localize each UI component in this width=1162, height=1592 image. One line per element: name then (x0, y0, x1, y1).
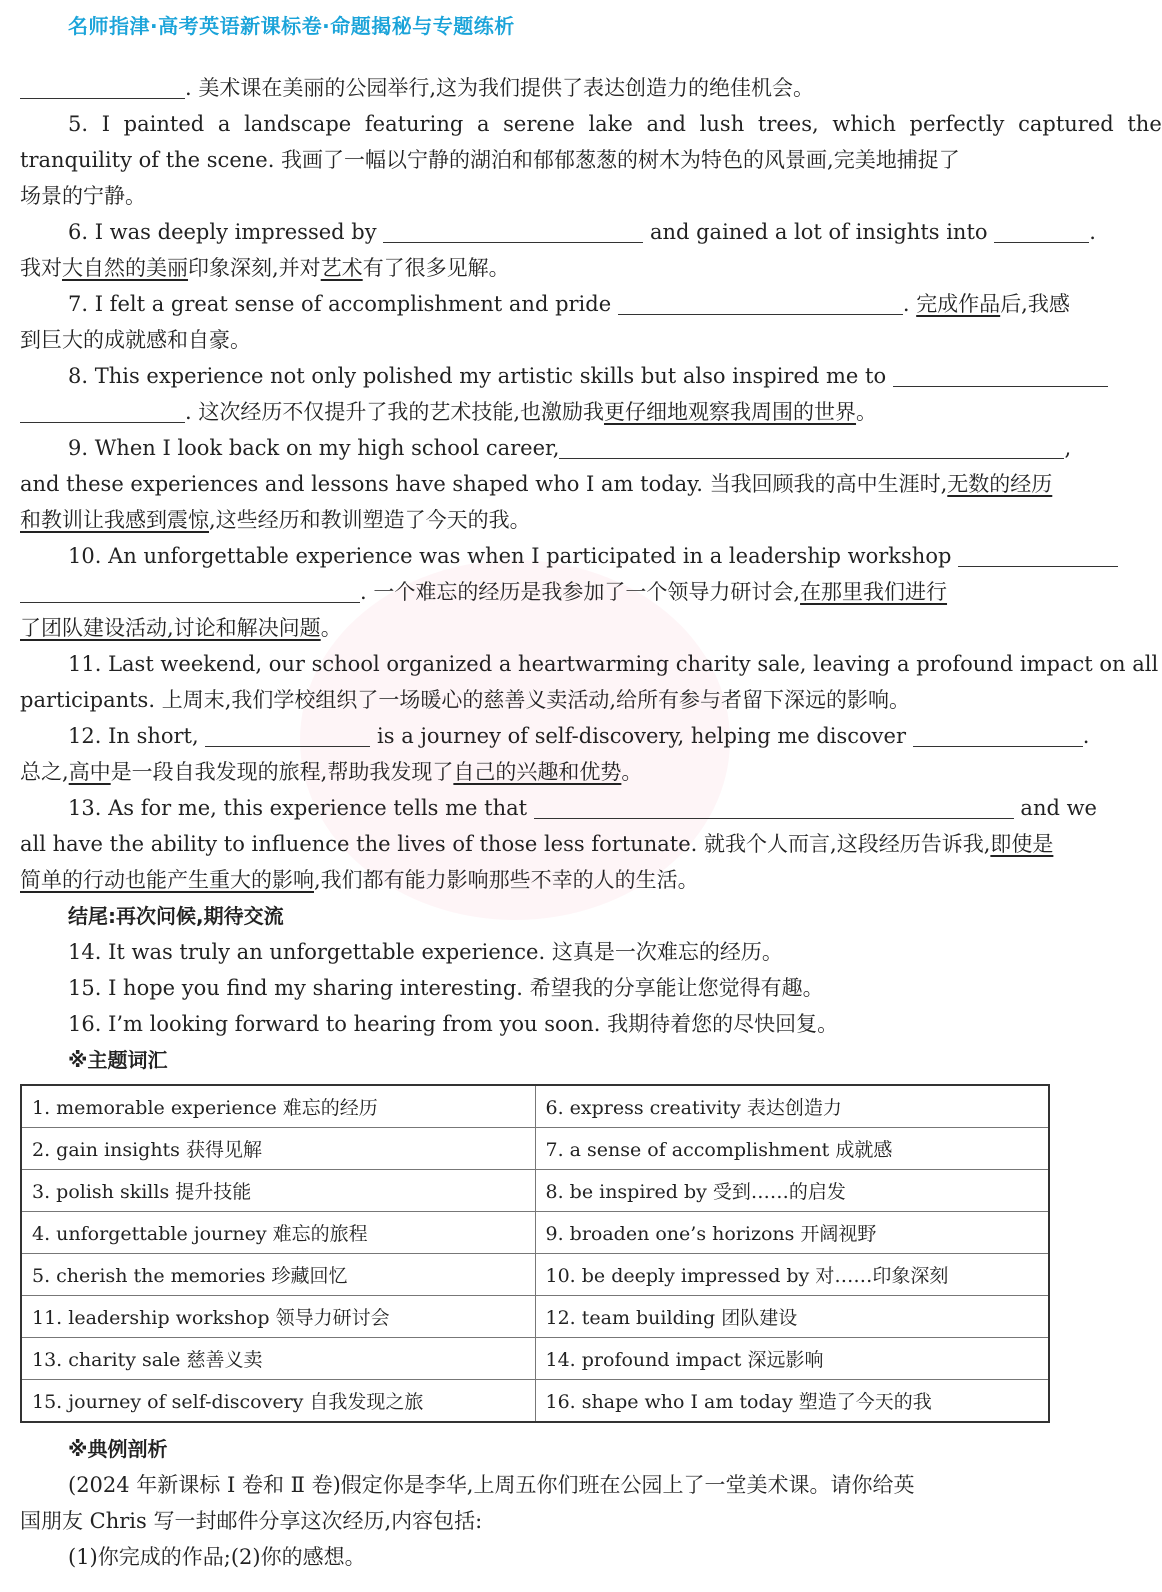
answer-blank[interactable] (20, 74, 185, 99)
sentence-10-translation (20, 574, 1050, 610)
sentence-12: 12. In short, is a journey of self-discovery, helping me discover . (68, 724, 1090, 748)
line-4-translation (20, 70, 1050, 106)
sentence-13 (20, 790, 1097, 826)
answer-blank[interactable] (383, 218, 643, 243)
sentence-7-cont: 到巨大的成就感和自豪。 (20, 328, 251, 352)
text: 10. An unforgettable experience was when I participated in a leadership workshop (68, 544, 952, 568)
table-row (21, 1380, 1049, 1423)
text: is a journey of self-discovery, helping me discover (377, 724, 907, 748)
vocab-cell: 16. shape who I am today 塑造了今天的我 (535, 1380, 1049, 1423)
text: . 一个难忘的经历是我参加了一个领导力研讨会, (360, 580, 801, 604)
text: and these experiences and lessons have shaped who I am today. 当我回顾我的高中生涯时, (20, 472, 948, 496)
underlined-hint: 简单的行动也能产生重大的影响 (20, 868, 314, 892)
text: 12. In short, (68, 724, 199, 748)
sentence-13-cont (20, 826, 1054, 862)
underlined-hint: 和教训让我感到震惊 (20, 508, 209, 532)
answer-blank[interactable] (20, 398, 185, 423)
vocab-cell: 10. be deeply impressed by 对……印象深刻 (535, 1254, 1049, 1296)
text: and gained a lot of insights into (649, 220, 988, 244)
vocab-cell: 2. gain insights 获得见解 (21, 1128, 535, 1170)
vocab-table (20, 1084, 1050, 1423)
sentence-15: 15. I hope you find my sharing interesting. 希望我的分享能让您觉得有趣。 (68, 976, 824, 1000)
underlined-hint: 艺术 (320, 256, 363, 280)
answer-blank[interactable] (618, 290, 903, 315)
answer-blank[interactable] (994, 218, 1089, 243)
underlined-hint: 自己的兴趣和优势 (453, 760, 622, 784)
text: 我对 (20, 256, 62, 280)
example-prompt-cont: (1)你完成的作品;(2)你的感想。 (68, 1545, 366, 1569)
text: 。 (856, 400, 878, 424)
underlined-hint: 了团队建设活动,讨论和解决问题 (20, 616, 321, 640)
sentence-9-cont (20, 502, 1050, 538)
vocab-cell: 4. unforgettable journey 难忘的旅程 (21, 1212, 535, 1254)
sentence-9: 9. When I look back on my high school career, , (68, 436, 1072, 460)
sentence-7 (20, 286, 1070, 322)
answer-blank[interactable] (534, 794, 1014, 819)
text: 6. I was deeply impressed by (68, 220, 377, 244)
sentence-13-cont (20, 862, 1050, 898)
text: 8. This experience not only polished my artistic skills but also inspired me to (68, 364, 887, 388)
table-row (21, 1212, 1049, 1254)
text: 总之, (20, 760, 69, 784)
vocab-cell: 13. charity sale 慈善义卖 (21, 1338, 535, 1380)
text: . 美术课在美丽的公园举行,这为我们提供了表达创造力的绝佳机会。 (185, 76, 815, 100)
vocab-cell: 5. cherish the memories 珍藏回忆 (21, 1254, 535, 1296)
answer-blank[interactable] (958, 542, 1118, 567)
underlined-hint: 即使是 (990, 832, 1054, 856)
table-row (21, 1085, 1049, 1128)
text: 。 (621, 760, 643, 784)
vocab-cell: 8. be inspired by 受到……的启发 (535, 1170, 1049, 1212)
table-row (21, 1338, 1049, 1380)
underlined-hint: 更仔细地观察我周围的世界 (604, 400, 857, 424)
section-heading-vocab: ※主题词汇 (68, 1048, 168, 1072)
example-prompt-cont: 国朋友 Chris 写一封邮件分享这次经历,内容包括: (20, 1509, 483, 1533)
answer-blank[interactable] (913, 722, 1083, 747)
sentence-12-translation (20, 754, 1050, 790)
sentence-11-cont: participants. 上周末,我们学校组织了一场暖心的慈善义卖活动,给所有参与者留下深远的影响。 (20, 688, 911, 712)
table-row (21, 1128, 1049, 1170)
underlined-hint: 完成作品 (916, 292, 1001, 316)
sentence-6-translation (20, 250, 1050, 286)
answer-blank[interactable] (893, 362, 1108, 387)
text: 是一段自我发现的旅程,帮助我发现了 (110, 760, 454, 784)
sentence-14: 14. It was truly an unforgettable experience. 这真是一次难忘的经历。 (68, 940, 783, 964)
text: 13. As for me, this experience tells me that (68, 796, 528, 820)
table-row (21, 1254, 1049, 1296)
table-row (21, 1296, 1049, 1338)
page-header: 名师指津·高考英语新课标卷·命题揭秘与专题练析 (68, 14, 515, 38)
vocab-cell: 15. journey of self-discovery 自我发现之旅 (21, 1380, 535, 1423)
sentence-9-cont (20, 466, 1053, 502)
underlined-hint: 在那里我们进行 (800, 580, 948, 604)
section-heading-example: ※典例剖析 (68, 1437, 168, 1461)
vocab-cell: 3. polish skills 提升技能 (21, 1170, 535, 1212)
vocab-cell: 11. leadership workshop 领导力研讨会 (21, 1296, 535, 1338)
sentence-10 (20, 538, 1050, 574)
text: . 这次经历不仅提升了我的艺术技能,也激励我 (185, 400, 605, 424)
vocab-cell: 6. express creativity 表达创造力 (535, 1085, 1049, 1128)
vocab-cell: 7. a sense of accomplishment 成就感 (535, 1128, 1049, 1170)
content-area (20, 70, 1162, 1575)
text: 7. I felt a great sense of accomplishment and pride (68, 292, 612, 316)
table-row (21, 1170, 1049, 1212)
sentence-5: 5. I painted a landscape featuring a serene lake and lush trees, which perfectly captured the (68, 112, 1162, 136)
text: 9. When I look back on my high school career, (68, 436, 560, 460)
vocab-cell: 12. team building 团队建设 (535, 1296, 1049, 1338)
underlined-hint: 大自然的美丽 (62, 256, 188, 280)
underlined-hint: 无数的经历 (947, 472, 1053, 496)
vocab-cell: 14. profound impact 深远影响 (535, 1338, 1049, 1380)
example-prompt: (2024 年新课标 I 卷和 Ⅱ 卷)假定你是李华,上周五你们班在公园上了一堂美术课。请你给英 (68, 1473, 915, 1497)
text: 。 (320, 616, 342, 640)
sentence-6: 6. I was deeply impressed by and gained a lot of insights into . (68, 220, 1096, 244)
sentence-8-translation (20, 394, 1050, 430)
underlined-hint: 高中 (68, 760, 111, 784)
text: 印象深刻,并对 (188, 256, 321, 280)
sentence-5-cont: tranquility of the scene. 我画了一幅以宁静的湖泊和郁郁葱葱的树木为特色的风景画,完美地捕捉了 (20, 148, 960, 172)
sentence-5-cont: 场景的宁静。 (20, 184, 146, 208)
text: and we (1020, 796, 1097, 820)
sentence-8 (20, 358, 1050, 394)
text: all have the ability to influence the lives of those less fortunate. 就我个人而言,这段经历告诉我, (20, 832, 991, 856)
text: ,我们都有能力影响那些不幸的人的生活。 (314, 868, 699, 892)
answer-blank[interactable] (20, 578, 360, 603)
text: . (902, 292, 917, 316)
text: ,这些经历和教训塑造了今天的我。 (209, 508, 531, 532)
sentence-11: 11. Last weekend, our school organized a heartwarming charity sale, leaving a profound impact on all (68, 652, 1159, 676)
sentence-16: 16. I’m looking forward to hearing from you soon. 我期待着您的尽快回复。 (68, 1012, 839, 1036)
text: 后,我感 (1000, 292, 1070, 316)
section-heading-ending: 结尾:再次问候,期待交流 (68, 904, 284, 928)
vocab-cell: 1. memorable experience 难忘的经历 (21, 1085, 535, 1128)
text: 有了很多见解。 (362, 256, 510, 280)
answer-blank[interactable] (559, 434, 1064, 459)
vocab-cell: 9. broaden one’s horizons 开阔视野 (535, 1212, 1049, 1254)
sentence-10-cont (20, 610, 1050, 646)
answer-blank[interactable] (205, 722, 370, 747)
